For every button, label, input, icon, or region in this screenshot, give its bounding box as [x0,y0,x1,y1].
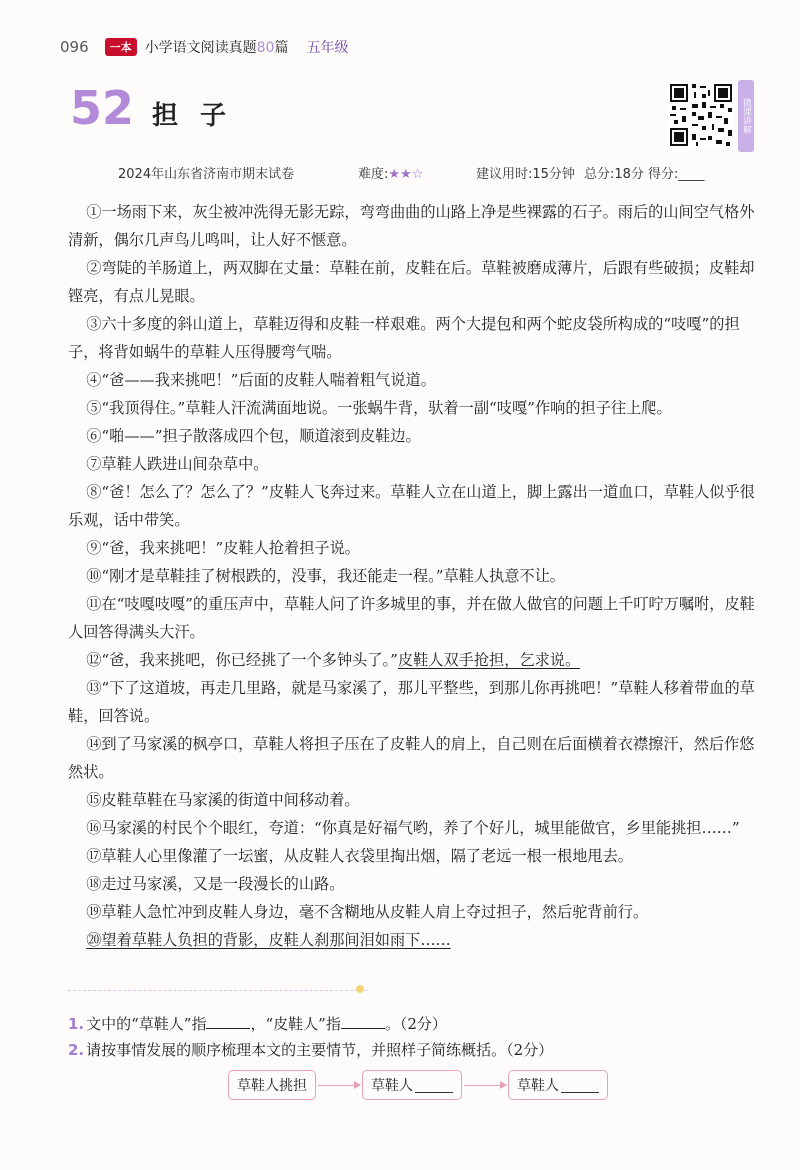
total-score: 总分:18分 [584,167,644,182]
paragraph-5: ⑤“我顶得住。”草鞋人汗流满面地说。一张蜗牛背，驮着一副“吱嘎”作响的担子往上爬。 [86,399,672,417]
paragraph-7: ⑦草鞋人跌进山间杂草中。 [86,455,269,473]
section-divider [68,990,368,991]
flow-box-3 [508,1070,608,1100]
question-2-number: 2. [68,1041,85,1059]
paragraph-9: ⑨“爸，我来挑吧！”皮鞋人抢着担子说。 [86,539,360,557]
paragraph-19: ⑲草鞋人急忙冲到皮鞋人身边，毫不含糊地从皮鞋人肩上夺过担子，然后驼背前行。 [86,903,649,921]
paragraph-12-underlined: 皮鞋人双手抢担，乞求说。 [397,651,581,669]
flow-arrow-icon [318,1085,360,1086]
micro-lesson-tab[interactable]: 微课讲解 [738,80,754,152]
article-body [68,198,758,954]
flow-box-1-label: 草鞋人挑担 [237,1078,307,1094]
grade-label: 五年级 [306,40,349,56]
question-1 [68,1012,447,1036]
paragraph-2: ②弯陡的羊肠道上，两双脚在丈量：草鞋在前，皮鞋在后。草鞋被磨成薄片，后跟有些破损；皮鞋却铿亮，有点儿晃眼。 [68,259,755,305]
flow-blank-3[interactable] [561,1078,599,1093]
paragraph-8: ⑧“爸！怎么了？怎么了？”皮鞋人飞奔过来。草鞋人立在山道上，脚上露出一道血口，草鞋人似乎很乐观，话中带笑。 [68,483,755,529]
paragraph-15: ⑮皮鞋草鞋在马家溪的街道中间移动着。 [86,791,360,809]
paragraph-17: ⑰草鞋人心里像灌了一坛蜜，从皮鞋人衣袋里掏出烟，隔了老远一根一根地甩去。 [86,847,633,865]
divider-dot-icon [356,985,364,993]
book-title-text: 小学语文阅读真题 [144,40,257,56]
book-count: 80 [256,40,275,56]
plot-flow-chart [228,1068,608,1102]
page-header [60,36,348,58]
question-1-number: 1. [68,1015,85,1033]
lesson-title: 担子 [152,101,249,132]
page-number: 096 [60,38,89,56]
paragraph-18: ⑱走过马家溪，又是一段漫长的山路。 [86,875,345,893]
paragraph-16: ⑯马家溪的村民个个眼红，夸道：“你真是好福气哟，养了个好儿，城里能做官，乡里能挑担……” [86,819,740,837]
flow-blank-2[interactable] [415,1078,453,1093]
flow-box-2-label: 草鞋人 [371,1078,413,1094]
book-title [145,37,289,57]
difficulty-stars-icon: ★★☆ [388,167,424,182]
paragraph-3: ③六十多度的斜山道上，草鞋迈得和皮鞋一样艰难。两个大提包和两个蛇皮袋所构成的“吱嘎”的担子，将背如蜗牛的草鞋人压得腰弯气喘。 [68,315,740,361]
paragraph-11: ⑪在“吱嘎吱嘎”的重压声中，草鞋人问了许多城里的事，并在做人做官的问题上千叮咛万嘱咐，皮鞋人回答得满头大汗。 [68,595,755,641]
paragraph-10: ⑩“刚才是草鞋挂了树根跌的，没事，我还能走一程。”草鞋人执意不让。 [86,567,565,585]
difficulty [358,163,476,182]
flow-box-3-label: 草鞋人 [517,1078,559,1094]
paragraph-20-underlined: ⑳望着草鞋人负担的背影，皮鞋人刹那间泪如雨下…… [86,931,451,949]
difficulty-label: 难度: [358,167,389,182]
paragraph-1: ①一场雨下来，灰尘被冲洗得无影无踪，弯弯曲曲的山路上净是些裸露的石子。雨后的山间空气格外清新，偶尔几声鸟儿鸣叫，让人好不惬意。 [68,203,755,249]
exam-meta [118,163,778,182]
answer-blank-2[interactable] [341,1014,385,1029]
question-2 [68,1038,553,1062]
suggested-time: 建议用时:15分钟 [476,167,575,182]
brand-logo: 一本 [105,38,137,56]
question-2-text: 请按事情发展的顺序梳理本文的主要情节，并照样子简练概括。（2分） [86,1041,554,1059]
paragraph-14: ⑭到了马家溪的枫亭口，草鞋人将担子压在了皮鞋人的肩上，自己则在后面横着衣襟擦汗，然后作悠然状。 [68,735,755,781]
flow-arrow-icon [464,1085,506,1086]
flow-box-2 [362,1070,462,1100]
lesson-number: 52 [70,81,135,135]
score-field[interactable]: 得分:____ [648,167,705,182]
paragraph-6: ⑥“啪——”担子散落成四个包，顺道滚到皮鞋边。 [86,427,421,445]
question-1-part3: 。（2分） [384,1015,447,1033]
paragraph-12-text: ⑫“爸，我来挑吧，你已经挑了一个多钟头了。” [86,651,398,669]
paragraph-20 [68,926,758,954]
question-1-part1: 文中的“草鞋人”指 [86,1015,207,1033]
paragraph-12 [68,646,758,674]
paragraph-4: ④“爸——我来挑吧！”后面的皮鞋人喘着粗气说道。 [86,371,436,389]
exam-source: 2024年山东省济南市期末试卷 [118,167,295,182]
lesson-title-row [70,81,249,135]
question-1-part2: ，“皮鞋人”指 [250,1015,341,1033]
flow-box-1 [228,1070,316,1100]
book-unit: 篇 [274,40,289,56]
qr-code-icon[interactable] [668,82,734,148]
paragraph-13: ⑬“下了这道坡，再走几里路，就是马家溪了，那儿平整些，到那儿你再挑吧！”草鞋人移着带血的草鞋，回答说。 [68,679,755,725]
answer-blank-1[interactable] [206,1014,250,1029]
